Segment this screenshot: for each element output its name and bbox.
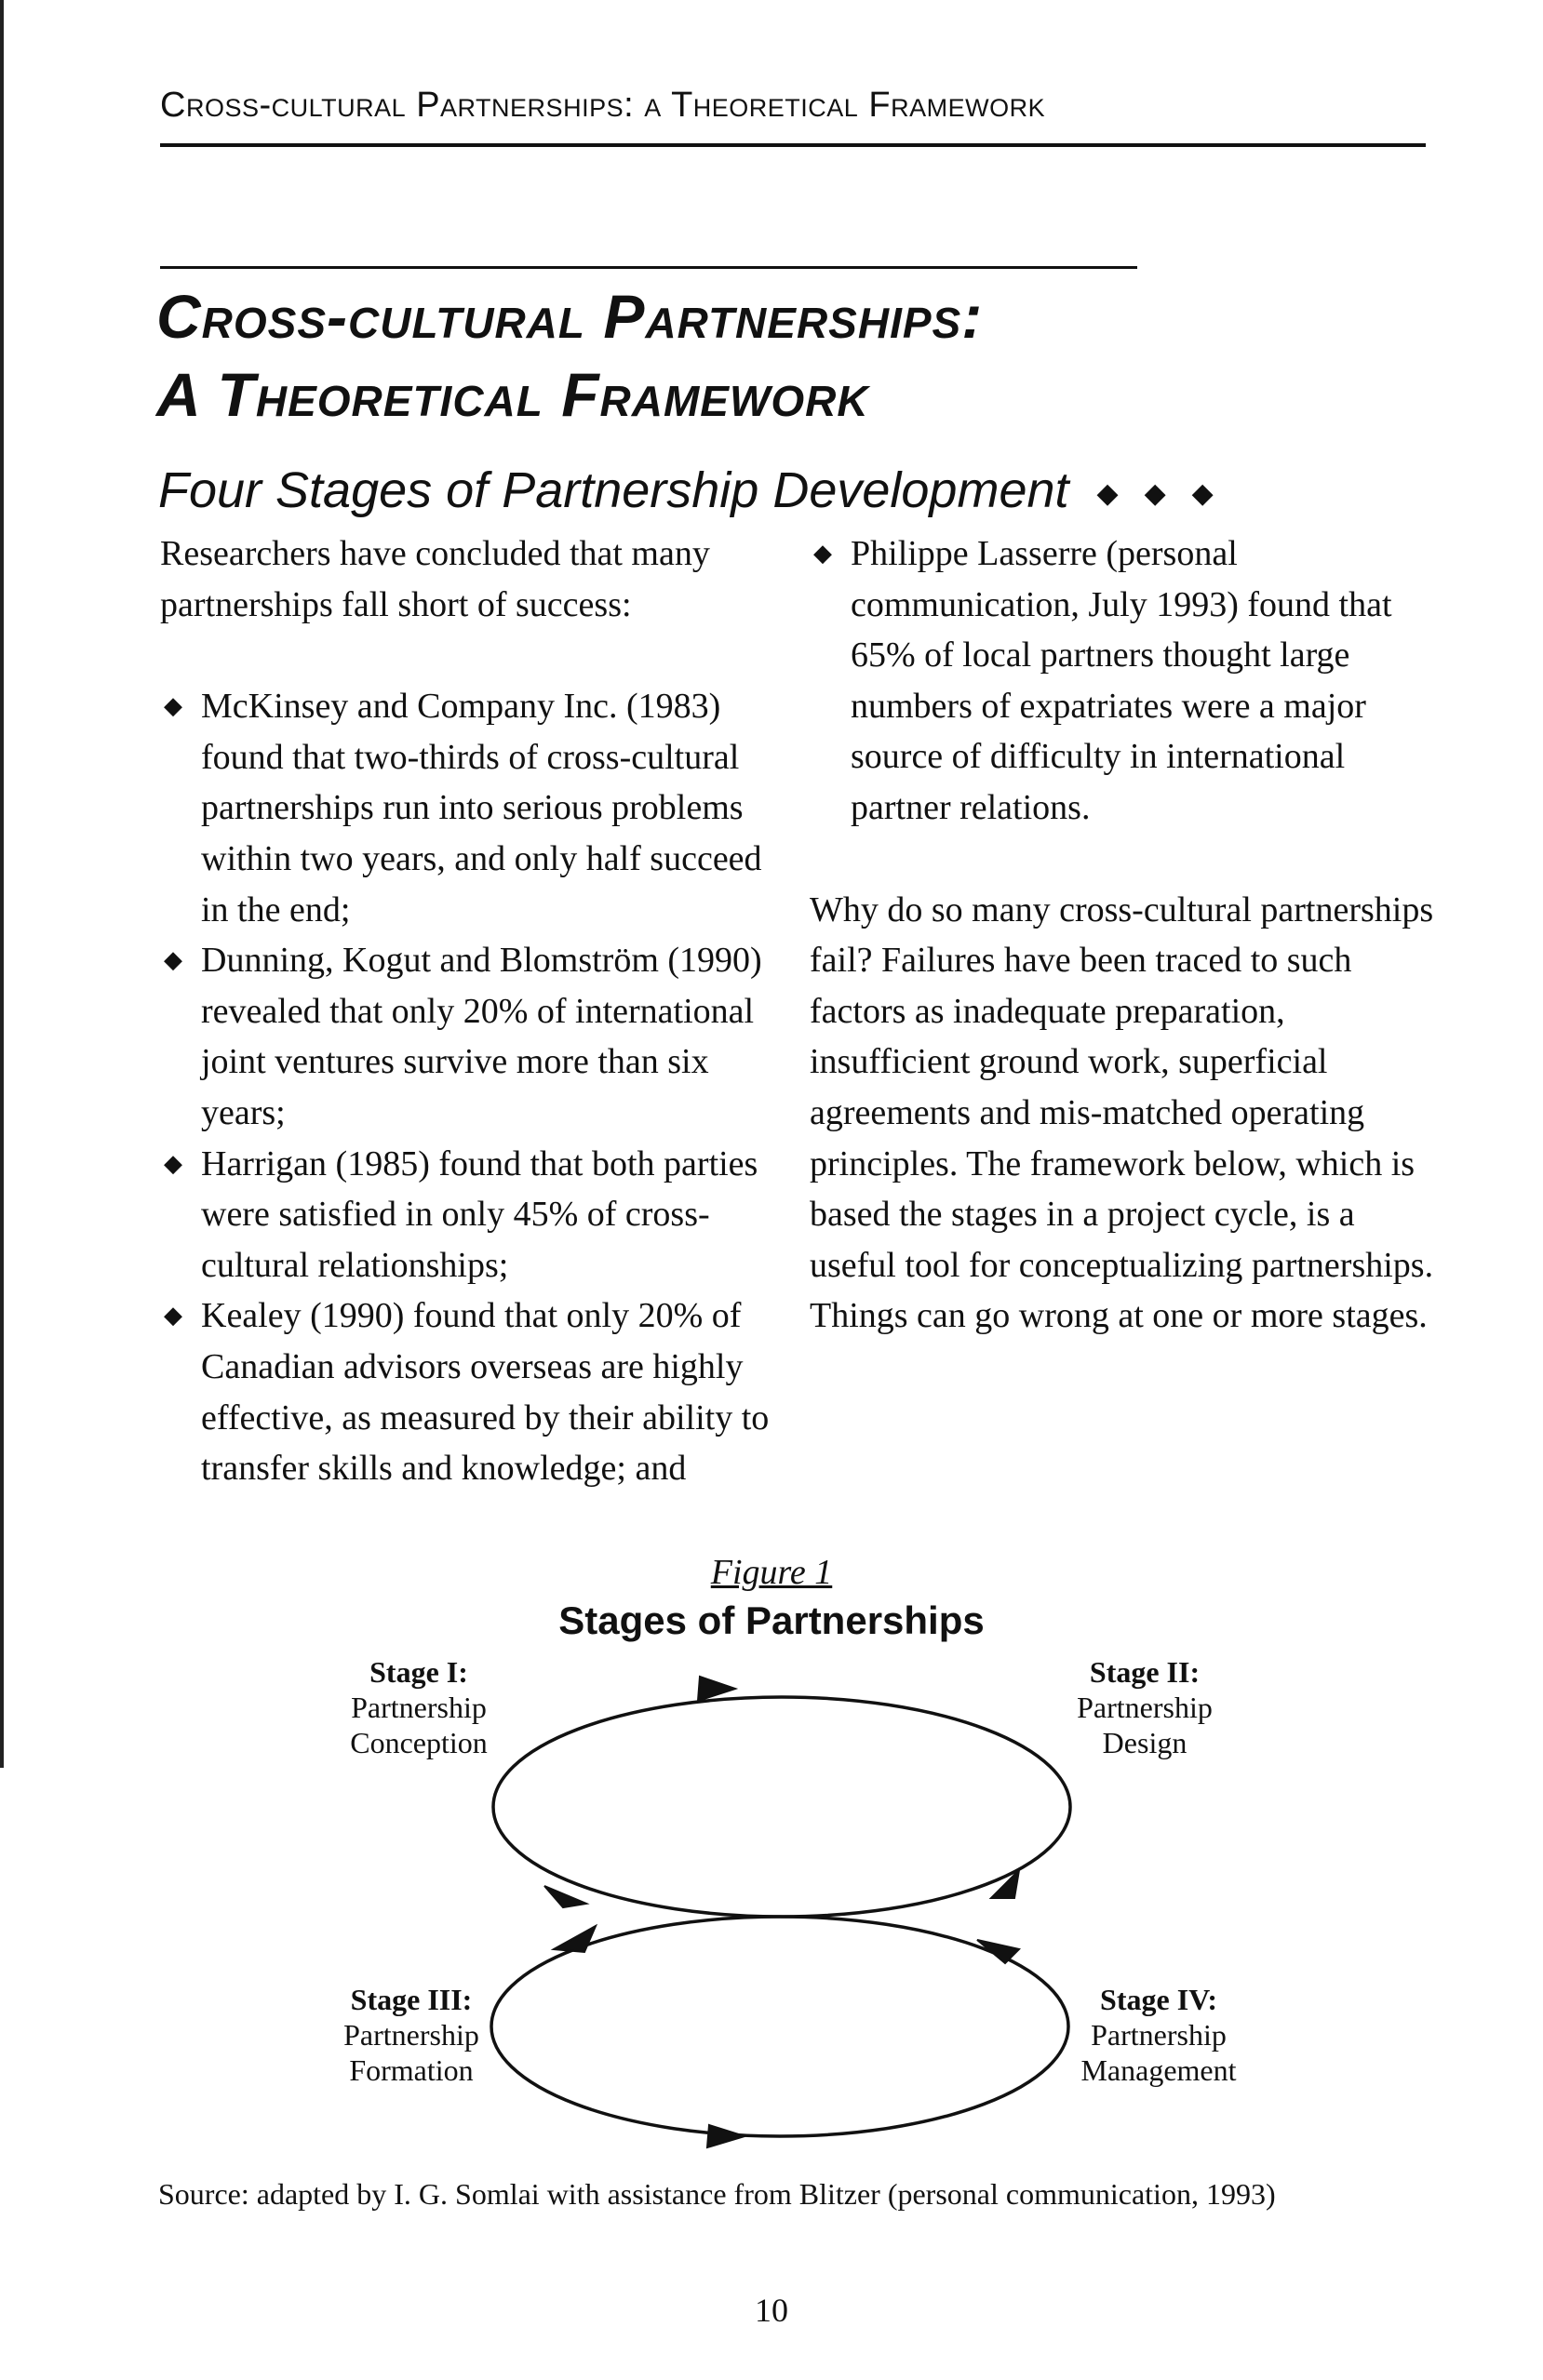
stage-4-label xyxy=(1052,1982,1266,2088)
list-item: ◆ Dunning, Kogut and Blomström (1990) revealed that only 20% of international joint ventures survive more than six years; xyxy=(160,935,774,1138)
list-item: ◆ Philippe Lasserre (personal communication, July 1993) found that 65% of local partners thought large numbers of expatriates were a major source of difficulty in international partner relations. xyxy=(810,528,1442,834)
arrowhead-icon xyxy=(554,1926,596,1952)
figure-source-note: Source: adapted by I. G. Somlai with assistance from Blitzer (personal communication, 1993) xyxy=(158,2177,1276,2211)
list-item: ◆ Kealey (1990) found that only 20% of Canadian advisors overseas are highly effective, as measured by their ability to transfer skills and knowledge; and xyxy=(160,1290,774,1493)
figure-label: Figure 1 xyxy=(710,1553,833,1592)
stage-1-label xyxy=(326,1654,512,1760)
arrowhead-icon xyxy=(707,2125,745,2147)
stage-line: Design xyxy=(1102,1726,1187,1759)
body-paragraph: Why do so many cross-cultural partnerships fail? Failures have been traced to such factors as inadequate preparation, insufficient ground work, superficial agreements and mis-matched operating principles. The framework below, which is based the stages in a project cycle, is a useful tool for conceptualizing partnerships. Things can go wrong at one or more stages. xyxy=(810,889,1434,1336)
page-number: 10 xyxy=(755,2292,788,2329)
stage-line: Partnership xyxy=(351,1691,487,1724)
arrowhead-icon xyxy=(991,1870,1019,1898)
running-head: Cross-cultural Partnerships: a Theoretical Framework xyxy=(160,86,1046,125)
diamond-ornament-icon: ◆◆◆ xyxy=(1096,477,1240,509)
stage-line: Partnership xyxy=(1077,1691,1213,1724)
arrowhead-icon xyxy=(977,1940,1019,1963)
stage-line: Partnership xyxy=(1091,2018,1227,2052)
page-title-line-1: Cross-cultural Partnerships: xyxy=(156,282,984,351)
figure-title: Stages of Partnerships xyxy=(558,1598,985,1642)
upper-cycle-ellipse xyxy=(493,1697,1070,1917)
list-item: ◆ Harrigan (1985) found that both parties were satisfied in only 45% of cross-cultural relationships; xyxy=(160,1139,774,1291)
subtitle-text: Four Stages of Partnership Development xyxy=(158,462,1069,518)
stage-2-label xyxy=(1052,1654,1238,1760)
stage-line: Conception xyxy=(350,1726,488,1759)
stage-3-label xyxy=(318,1982,504,2088)
stage-heading: Stage III: xyxy=(350,1983,473,2016)
stage-line: Partnership xyxy=(343,2018,479,2052)
stage-heading: Stage I: xyxy=(369,1655,468,1689)
arrowhead-icon xyxy=(698,1677,735,1701)
stage-line: Formation xyxy=(349,2053,474,2087)
stage-heading: Stage IV: xyxy=(1100,1983,1217,2016)
page-title-line-2: A Theoretical Framework xyxy=(156,360,869,429)
list-item: ◆ McKinsey and Company Inc. (1983) found that two-thirds of cross-cultural partnerships run into serious problems within two years, and only half succeed in the end; xyxy=(160,681,774,935)
stage-line: Management xyxy=(1080,2053,1237,2087)
arrowhead-icon xyxy=(544,1886,586,1907)
intro-paragraph: Researchers have concluded that many partnerships fall short of success: xyxy=(160,534,710,624)
stage-heading: Stage II: xyxy=(1089,1655,1201,1689)
